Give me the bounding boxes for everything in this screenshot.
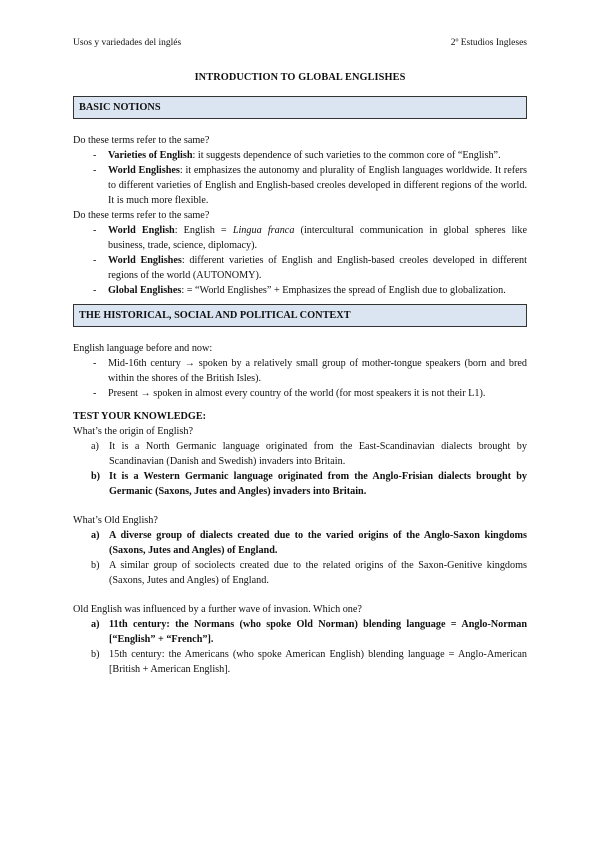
section-heading-basic-notions: BASIC NOTIONS bbox=[73, 96, 527, 119]
answer-option bbox=[91, 439, 527, 469]
answer-options bbox=[73, 528, 527, 588]
list-item bbox=[93, 163, 527, 208]
section-heading-historical-context: THE HISTORICAL, SOCIAL AND POLITICAL CONTEXT bbox=[73, 304, 527, 327]
list-item bbox=[93, 283, 527, 298]
list-item bbox=[93, 386, 527, 401]
header-degree: 2º Estudios Ingleses bbox=[450, 38, 527, 48]
dash-marker: - bbox=[93, 388, 97, 399]
list-text: Mid-16th century → spoken by a relatively small group of mother-tongue speakers (born and bred within the shores of the British Isles). bbox=[108, 358, 527, 384]
term: World English bbox=[108, 225, 175, 236]
answer-option-correct bbox=[91, 617, 527, 647]
definition-pre: : English = bbox=[174, 225, 233, 236]
option-label: b) bbox=[91, 649, 100, 660]
quiz-question: Old English was influenced by a further wave of invasion. Which one? bbox=[73, 604, 362, 615]
quiz-heading: TEST YOUR KNOWLEDGE: bbox=[73, 411, 207, 422]
dash-marker: - bbox=[93, 150, 97, 161]
list-text: Present → spoken in almost every country of the world (for most speakers it is not their L1). bbox=[108, 388, 486, 399]
answer-options bbox=[73, 617, 527, 677]
definition: : different varieties of English and English-based creoles developed in different regions of the world (AUTONOMY). bbox=[108, 255, 527, 281]
option-text: 15th century: the Americans (who spoke American English) blending language = Anglo-American [British + American English]. bbox=[109, 649, 527, 675]
section-intro: English language before and now: bbox=[73, 343, 213, 354]
option-text: It is a North Germanic language originated from the East-Scandinavian dialects brought by Scandinavian (Danish and Swedish) invaders into Britain. bbox=[109, 441, 527, 467]
option-label: a) bbox=[91, 619, 100, 630]
definition: : it suggests dependence of such varieties to the common core of “English”. bbox=[192, 150, 501, 161]
question-terms-1: Do these terms refer to the same? bbox=[73, 135, 210, 146]
answer-option-correct bbox=[91, 469, 527, 499]
option-label: b) bbox=[91, 560, 100, 571]
term: Varieties of English bbox=[108, 150, 193, 161]
history-list bbox=[73, 356, 527, 401]
dash-marker: - bbox=[93, 255, 97, 266]
terms-list-1 bbox=[73, 148, 527, 208]
terms-list-2 bbox=[73, 223, 527, 298]
list-item bbox=[93, 148, 527, 163]
header-course: Usos y variedades del inglés bbox=[73, 38, 182, 48]
definition: : = “World Englishes” + Emphasizes the spread of English due to globalization. bbox=[181, 285, 506, 296]
option-text: It is a Western Germanic language originated from the Anglo-Frisian dialects brought by Germanic (Saxons, Jutes and Angles) invaders into Britain. bbox=[109, 471, 527, 497]
document-title: INTRODUCTION TO GLOBAL ENGLISHES bbox=[194, 72, 406, 83]
answer-option bbox=[91, 647, 527, 677]
definition-italic: Lingua franca bbox=[232, 225, 295, 236]
document-body bbox=[73, 70, 527, 677]
answer-option bbox=[91, 558, 527, 588]
dash-marker: - bbox=[93, 285, 97, 296]
option-label: a) bbox=[91, 441, 99, 452]
definition: : it emphasizes the autonomy and plurality of English languages worldwide. It refers to different varieties of English and English-based creoles developed in different regions of the world. It is much more flexible. bbox=[108, 165, 527, 206]
quiz-question: What’s the origin of English? bbox=[73, 426, 193, 437]
list-item bbox=[93, 223, 527, 253]
list-item bbox=[93, 253, 527, 283]
term: World Englishes bbox=[108, 165, 180, 176]
option-label: a) bbox=[91, 530, 100, 541]
answer-option-correct bbox=[91, 528, 527, 558]
dash-marker: - bbox=[93, 225, 97, 236]
term: World Englishes bbox=[108, 255, 182, 266]
option-text: A similar group of sociolects created due to the related origins of the Saxon-Genitive kingdoms (Saxons, Jutes and Angles) of England. bbox=[109, 560, 527, 586]
list-item bbox=[93, 356, 527, 386]
question-terms-2: Do these terms refer to the same? bbox=[73, 210, 210, 221]
dash-marker: - bbox=[93, 358, 97, 369]
term: Global Englishes bbox=[108, 285, 182, 296]
quiz-question: What’s Old English? bbox=[73, 515, 158, 526]
answer-options bbox=[73, 439, 527, 499]
option-text: A diverse group of dialects created due to the varied origins of the Anglo-Saxon kingdoms (Saxons, Jutes and Angles) of England. bbox=[109, 530, 527, 556]
option-text: 11th century: the Normans (who spoke Old Norman) blending language = Anglo-Norman [“English” + “French”]. bbox=[109, 619, 527, 645]
definition-post: (intercultural communication in global spheres like business, trade, science, diplomacy). bbox=[108, 225, 527, 251]
option-label: b) bbox=[91, 471, 101, 482]
dash-marker: - bbox=[93, 165, 97, 176]
